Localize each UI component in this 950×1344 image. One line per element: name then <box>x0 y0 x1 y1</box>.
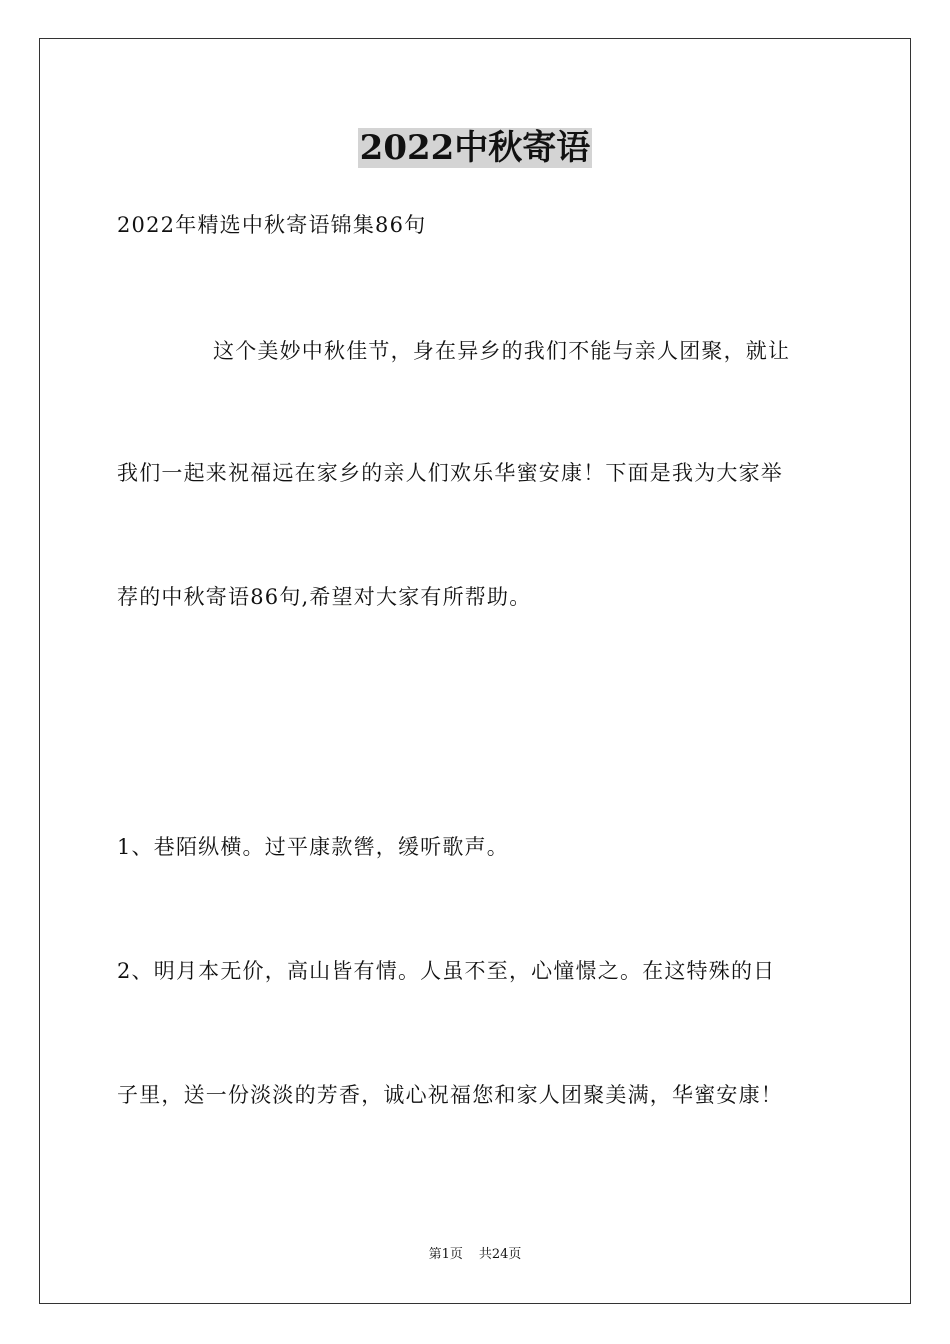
list-item-2-line-1: 2、明月本无价，高山皆有情。人虽不至，心憧憬之。在这特殊的日 <box>117 959 776 983</box>
intro-line-3: 荐的中秋寄语86句,希望对大家有所帮助。 <box>117 585 532 609</box>
document-title-text: 2022中秋寄语 <box>359 128 591 168</box>
intro-line-1: 这个美妙中秋佳节，身在异乡的我们不能与亲人团聚，就让 <box>213 339 791 363</box>
page-footer <box>0 1246 950 1264</box>
list-item-2-line-2: 子里，送一份淡淡的芳香，诚心祝福您和家人团聚美满，华蜜安康！ <box>117 1083 783 1107</box>
page-total: 共24页 <box>478 1247 522 1262</box>
document-title <box>0 126 950 170</box>
page-number: 第1页 <box>428 1247 463 1262</box>
document-subtitle: 2022年精选中秋寄语锦集86句 <box>117 213 427 237</box>
intro-line-2: 我们一起来祝福远在家乡的亲人们欢乐华蜜安康！下面是我为大家举 <box>117 461 783 485</box>
list-item-1: 1、巷陌纵横。过平康款辔，缓听歌声。 <box>117 835 509 859</box>
